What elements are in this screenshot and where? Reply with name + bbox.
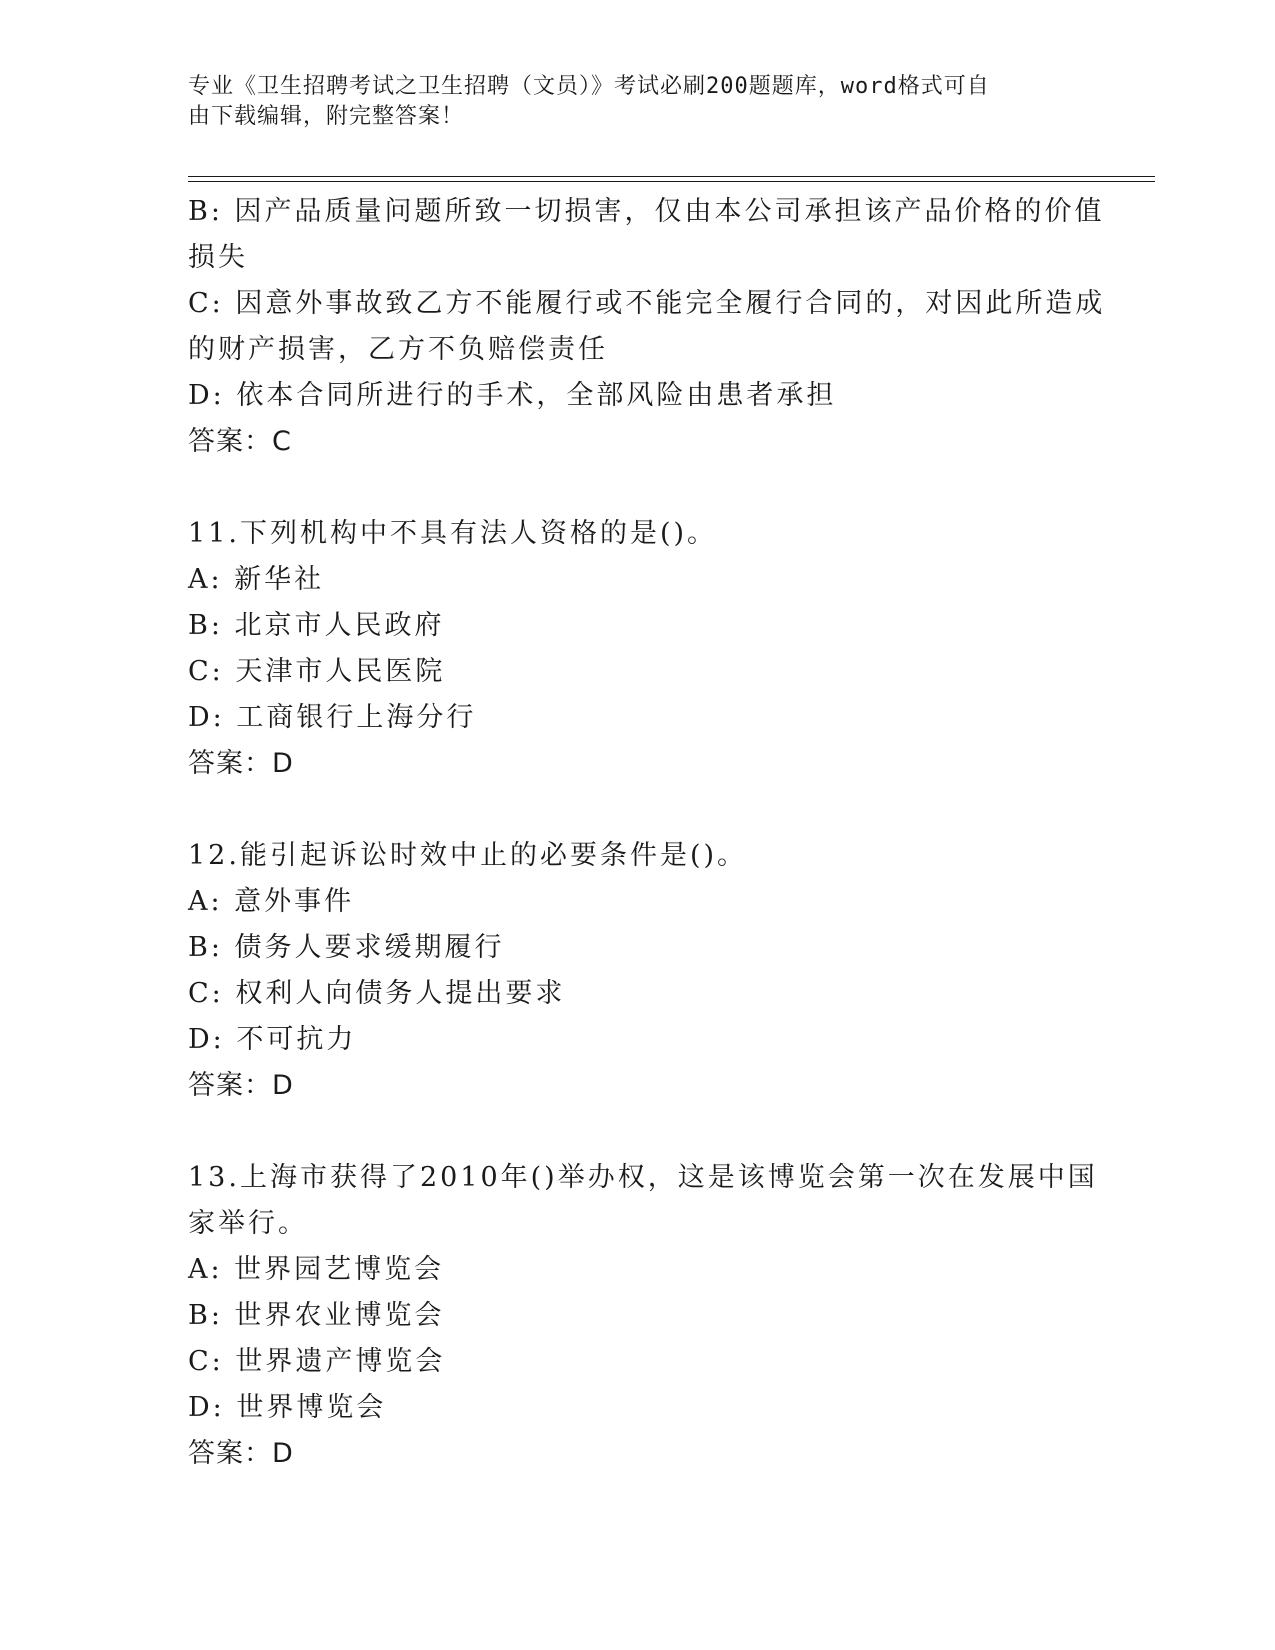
question-stem-line-1: 13.上海市获得了2010年()举办权，这是该博览会第一次在发展中国	[188, 1162, 1098, 1193]
option-c-line-2: 的财产损害，乙方不负赔偿责任	[188, 334, 608, 365]
page-header	[188, 72, 1068, 132]
answer: 答案：D	[188, 1438, 294, 1469]
option-d: D: 不可抗力	[188, 1024, 357, 1055]
spacer	[188, 465, 1088, 511]
answer: 答案：D	[188, 748, 294, 779]
option-b: B: 债务人要求缓期履行	[188, 932, 505, 963]
question-11	[188, 511, 1088, 787]
option-d: D: 依本合同所进行的手术，全部风险由患者承担	[188, 380, 837, 411]
option-b-line-2: 损失	[188, 242, 248, 273]
option-b: B: 世界农业博览会	[188, 1300, 445, 1331]
question-12	[188, 833, 1088, 1109]
question-list	[188, 189, 1106, 1477]
spacer	[188, 1109, 1088, 1155]
option-a: A: 意外事件	[188, 886, 355, 917]
option-c-line-1: C: 因意外事故致乙方不能履行或不能完全履行合同的，对因此所造成	[188, 288, 1106, 319]
spacer	[188, 787, 1088, 833]
question-10-continued	[188, 189, 1106, 465]
answer: 答案：D	[188, 1070, 294, 1101]
header-title-line-2: 由下载编辑，附完整答案！	[188, 104, 465, 129]
option-a: A: 世界园艺博览会	[188, 1254, 445, 1285]
header-divider-top	[188, 176, 1155, 177]
question-stem: 11.下列机构中不具有法人资格的是()。	[188, 518, 718, 549]
option-c: C: 权利人向债务人提出要求	[188, 978, 566, 1009]
header-title-line-1: 专业《卫生招聘考试之卫生招聘（文员）》考试必刷200题题库，word格式可自	[188, 74, 990, 99]
option-c: C: 世界遗产博览会	[188, 1346, 446, 1377]
option-d: D: 工商银行上海分行	[188, 702, 477, 733]
answer: 答案：C	[188, 426, 292, 457]
header-divider-bottom	[188, 181, 1155, 182]
option-b-line-1: B: 因产品质量问题所致一切损害，仅由本公司承担该产品价格的价值	[188, 196, 1105, 227]
option-b: B: 北京市人民政府	[188, 610, 445, 641]
option-c: C: 天津市人民医院	[188, 656, 446, 687]
question-stem-line-2: 家举行。	[188, 1208, 308, 1239]
option-a: A: 新华社	[188, 564, 325, 595]
question-stem: 12.能引起诉讼时效中止的必要条件是()。	[188, 840, 748, 871]
option-d: D: 世界博览会	[188, 1392, 387, 1423]
question-13	[188, 1155, 1098, 1477]
